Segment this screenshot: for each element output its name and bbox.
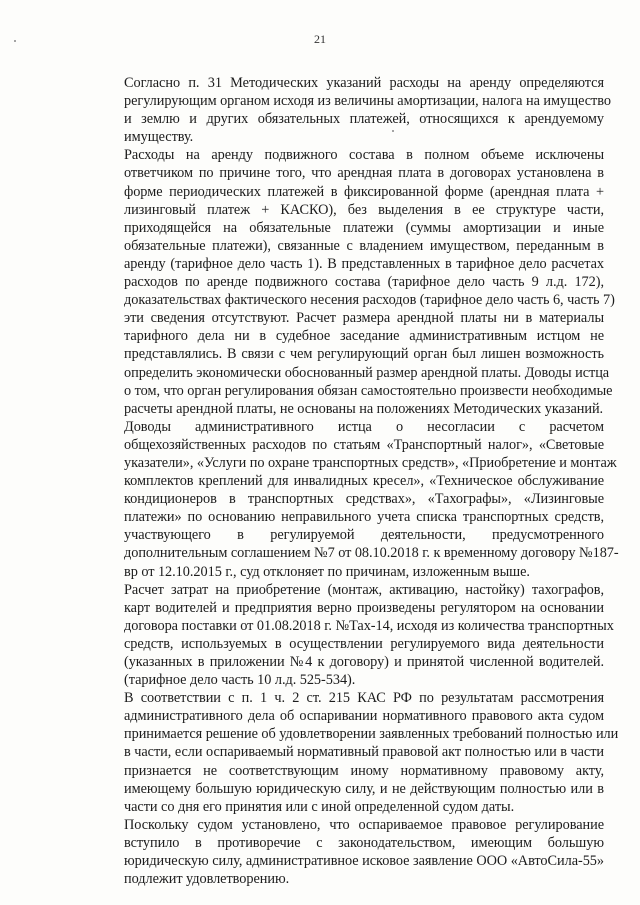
text-line: тарифного дела ни в судебное заседание административным истцом не bbox=[124, 328, 604, 345]
text-line: указатели», «Услуги по охране транспортных средств», «Приобретение и монтаж bbox=[124, 454, 617, 471]
text-line: договора поставки от 01.08.2018 г. №Тах-14, исходя из количества транспортных bbox=[124, 617, 614, 634]
text-line: форме периодических платежей в фиксированной форме (арендная плата + bbox=[124, 183, 604, 200]
text-line: подлежит удовлетворению. bbox=[124, 871, 290, 888]
text-line: вступило в противоречие с законодательством, имеющим большую bbox=[124, 834, 604, 851]
text-line: аренду (тарифное дело часть 1). В представленных в тарифное дело расчетах bbox=[124, 255, 604, 272]
text-line: Поскольку судом установлено, что оспариваемое правовое регулирование bbox=[124, 816, 604, 833]
text-line: приходящейся на обязательные платежи (суммы амортизации и иные bbox=[124, 219, 604, 236]
text-line: признается не соответствующим иному нормативному правовому акту, bbox=[124, 762, 604, 779]
text-line: Согласно п. 31 Методических указаний расходы на аренду определяются bbox=[124, 75, 604, 91]
paragraph-rent-rules bbox=[88, 74, 611, 146]
text-line: о том, что орган регулирования обязан самостоятельно произвести необходимые bbox=[124, 382, 613, 399]
text-line: (указанных в приложении №4 к договору) и принятой численной водителей. bbox=[124, 654, 604, 670]
document-body bbox=[88, 74, 619, 888]
text-line: имуществу. bbox=[124, 129, 194, 146]
text-line: административного дела об оспаривании нормативного правового акта судом bbox=[124, 708, 604, 725]
text-line: кондиционеров в транспортных средствах», «Тахографы», «Лизинговые bbox=[124, 491, 604, 508]
text-line: принимается решение об удовлетворении заявленных требований полностью или bbox=[124, 726, 619, 743]
text-line: Расходы на аренду подвижного состава в полном объеме исключены bbox=[124, 147, 604, 164]
text-line: Доводы административного истца о несогласии с расчетом bbox=[124, 418, 604, 435]
text-line: расходов по аренде подвижного состава (тарифное дело часть 9 л.д. 172), bbox=[124, 274, 604, 291]
text-line: представлялись. В связи с чем регулирующий орган был лишен возможность bbox=[124, 346, 604, 363]
text-line: вр от 12.10.2015 г., суд отклоняет по причинам, изложенным выше. bbox=[124, 563, 530, 580]
text-line: дополнительным соглашением №7 от 08.10.2018 г. к временному договору №187- bbox=[124, 545, 619, 562]
text-line: регулирующим органом исходя из величины амортизации, налога на имущество bbox=[124, 93, 611, 110]
text-line: определить экономически обоснованный размер арендной платы. Доводы истца bbox=[124, 364, 610, 381]
text-line: лизинговый платеж + КАСКО), без выделения в ее структуре части, bbox=[124, 201, 604, 218]
text-line: (тарифное дело часть 10 л.д. 525-534). bbox=[124, 672, 356, 689]
text-line: расчеты арендной платы, не основаны на положениях Методических указаний. bbox=[124, 400, 604, 417]
text-line: части со дня его принятия или с иной определенной судом даты. bbox=[124, 798, 515, 815]
page-number: 21 bbox=[314, 32, 326, 46]
paragraph-tachographs bbox=[88, 581, 614, 690]
scan-speck bbox=[14, 40, 16, 42]
text-line: эти сведения отсутствуют. Расчет размера арендной платы ни в материалы bbox=[124, 310, 604, 327]
text-line: и землю и других обязательных платежей, относящихся к арендуемому bbox=[124, 111, 604, 128]
text-line: Расчет затрат на приобретение (монтаж, активацию, настойку) тахографов, bbox=[124, 581, 604, 598]
text-line: общехозяйственных расходов по статьям «Транспортный налог», «Световые bbox=[124, 436, 604, 453]
text-line: платежи» по основанию неправильного учета списка транспортных средств, bbox=[124, 509, 604, 526]
text-line: средств, используемых в осуществлении регулируемого вида деятельности bbox=[124, 635, 604, 652]
text-line: ответчиком по причине того, что арендная плата в договорах установлена в bbox=[124, 165, 604, 182]
text-line: обязательные платежи), связанные с владением имуществом, переданным в bbox=[124, 237, 604, 254]
text-line: комплектов креплений для инвалидных кресел», «Техническое обслуживание bbox=[124, 473, 604, 490]
scan-speck bbox=[392, 130, 394, 132]
paragraph-conclusion bbox=[88, 816, 604, 888]
text-line: доказательствах фактического несения расходов (тарифное дело часть 6, часть 7) bbox=[124, 292, 615, 309]
paragraph-rolling-stock bbox=[88, 146, 615, 417]
text-line: участвующего в регулируемой деятельности, предусмотренного bbox=[124, 527, 604, 544]
text-line: юридическую силу, административное исковое заявление ООО «АвтоСила-55» bbox=[124, 853, 604, 870]
text-line: имеющему большую юридическую силу, и не действующим полностью или в bbox=[124, 780, 604, 797]
text-line: В соответствии с п. 1 ч. 2 ст. 215 КАС РФ по результатам рассмотрения bbox=[124, 690, 604, 707]
text-line: карт водителей и предприятия верно произведены регулятором на основании bbox=[124, 599, 604, 616]
paragraph-overhead-costs bbox=[88, 418, 619, 581]
text-line: в части, если оспариваемый нормативный правовой акт полностью или в части bbox=[124, 744, 604, 761]
paragraph-kas-rf bbox=[88, 689, 619, 816]
